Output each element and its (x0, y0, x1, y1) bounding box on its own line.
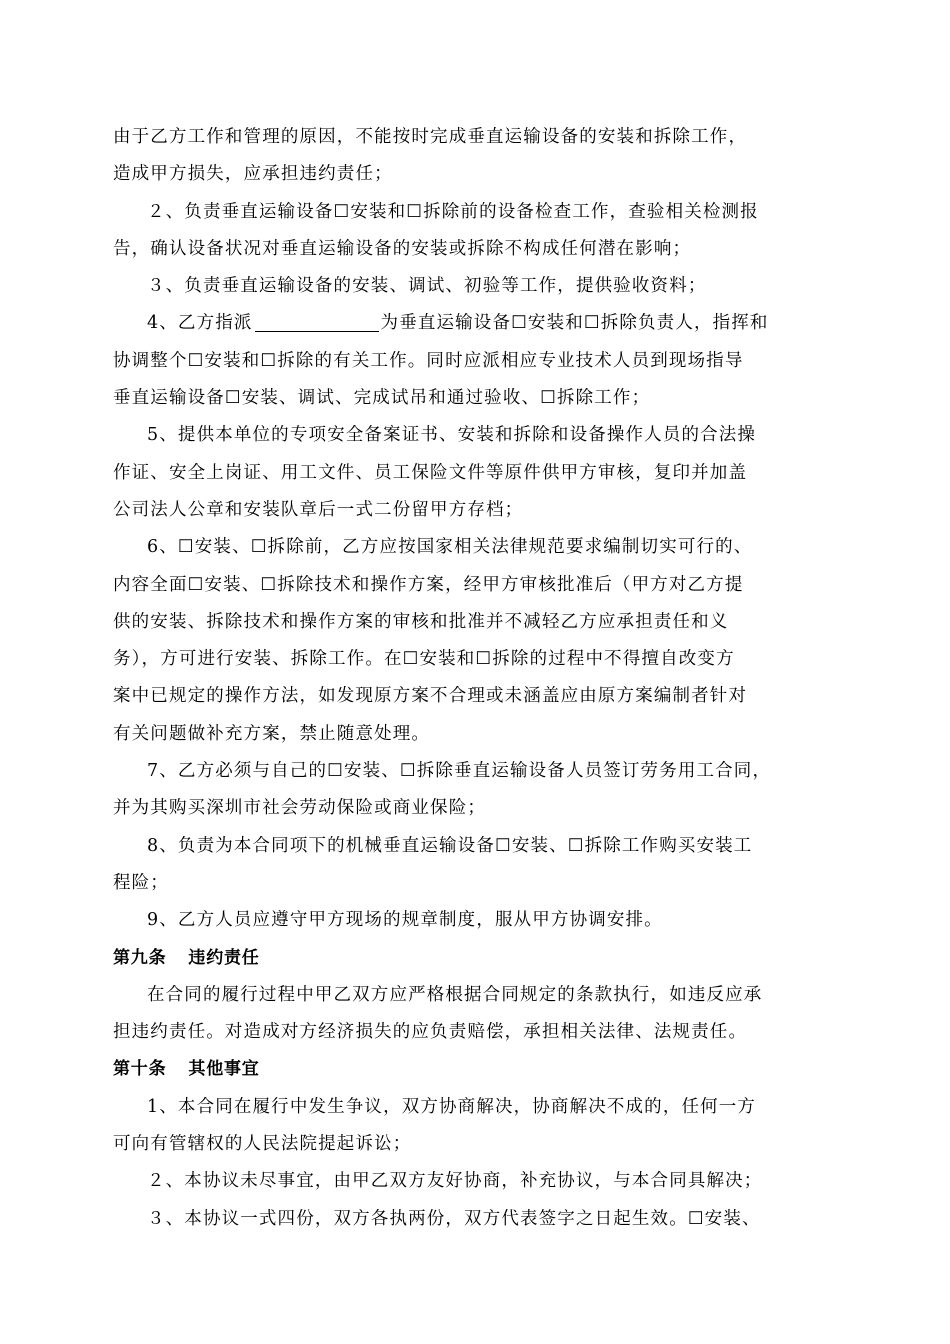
paragraph-line: 案中已规定的操作方法，如发现原方案不合理或未涵盖应由原方案编制者针对 (113, 686, 748, 707)
paragraph-line: 造成甲方损失，应承担违约责任； (113, 164, 393, 185)
paragraph-line: 1、本合同在履行中发生争议，双方协商解决，协商解决不成的，任何一方 (147, 1096, 757, 1117)
paragraph-line: ３、负责垂直运输设备的安装、调试、初验等工作，提供验收资料； (147, 276, 707, 297)
heading-title: 其他事宜 (188, 1059, 260, 1080)
heading-title: 违约责任 (188, 947, 260, 968)
paragraph-line: 并为其购买深圳市社会劳动保险或商业保险； (113, 798, 486, 819)
heading-number: 第九条 (113, 947, 167, 968)
line-text: 4、乙方指派 (147, 313, 253, 334)
paragraph-line: 由于乙方工作和管理的原因，不能按时完成垂直运输设备的安装和拆除工作， (113, 127, 748, 147)
paragraph-line: ２、本协议未尽事宜，由甲乙双方友好协商，补充协议，与本合同具解决； (147, 1171, 763, 1192)
section-heading-article-10 (113, 1051, 835, 1088)
paragraph-line: 公司法人公章和安装队章后一式二份留甲方存档； (113, 499, 524, 520)
paragraph-line: 6、☐安装、☐拆除前，乙方应按国家相关法律规范要求编制切实可行的、 (147, 537, 753, 558)
paragraph-line: 9、乙方人员应遵守甲方现场的规章制度，服从甲方协调安排。 (147, 910, 663, 931)
paragraph-line: 8、负责为本合同项下的机械垂直运输设备☐安装、☐拆除工作购买安装工 (147, 835, 753, 856)
paragraph-line: 可向有管辖权的人民法院提起诉讼； (113, 1134, 412, 1155)
document-body (113, 119, 835, 1238)
paragraph-line: 7、乙方必须与自己的☐安装、☐拆除垂直运输设备人员签订劳务用工合同， (147, 761, 772, 782)
paragraph-line: 供的安装、拆除技术和操作方案的审核和批准并不减轻乙方应承担责任和义 (113, 611, 729, 632)
line-text: 为垂直运输设备☐安装和☐拆除负责人，指挥和 (380, 313, 769, 334)
paragraph-line: 内容全面☐安装、☐拆除技术和操作方案，经甲方审核批准后（甲方对乙方提 (113, 574, 744, 595)
paragraph-line: 务），方可进行安装、拆除工作。在☐安装和☐拆除的过程中不得擅自改变方 (113, 649, 735, 670)
paragraph-line: ２、负责垂直运输设备☐安装和☐拆除前的设备检查工作，查验相关检测报 (147, 201, 759, 222)
paragraph-line: ３、本协议一式四份，双方各执两份，双方代表签字之日起生效。☐安装、 (147, 1208, 761, 1229)
fill-in-blank (255, 313, 379, 332)
paragraph-line: 垂直运输设备☐安装、调试、完成试吊和通过验收、☐拆除工作； (113, 388, 651, 409)
paragraph-line: 协调整个☐安装和☐拆除的有关工作。同时应派相应专业技术人员到现场指导 (113, 350, 744, 371)
section-heading-article-9 (113, 940, 835, 977)
paragraph-line: 在合同的履行过程中甲乙双方应严格根据合同规定的条款执行，如违反应承 (147, 984, 763, 1005)
paragraph-line: 5、提供本单位的专项安全备案证书、安装和拆除和设备操作人员的合法操 (147, 425, 757, 446)
paragraph-line: 有关问题做补充方案，禁止随意处理。 (113, 723, 431, 744)
heading-number: 第十条 (113, 1059, 167, 1080)
paragraph-line: 担违约责任。对造成对方经济损失的应负责赔偿，承担相关法律、法规责任。 (113, 1022, 748, 1043)
paragraph-line: 作证、安全上岗证、用工文件、员工保险文件等原件供甲方审核，复印并加盖 (113, 462, 748, 483)
paragraph-line: 程险； (113, 872, 169, 893)
paragraph-line (113, 305, 835, 342)
paragraph-line: 告，确认设备状况对垂直运输设备的安装或拆除不构成任何潜在影响； (113, 238, 692, 259)
